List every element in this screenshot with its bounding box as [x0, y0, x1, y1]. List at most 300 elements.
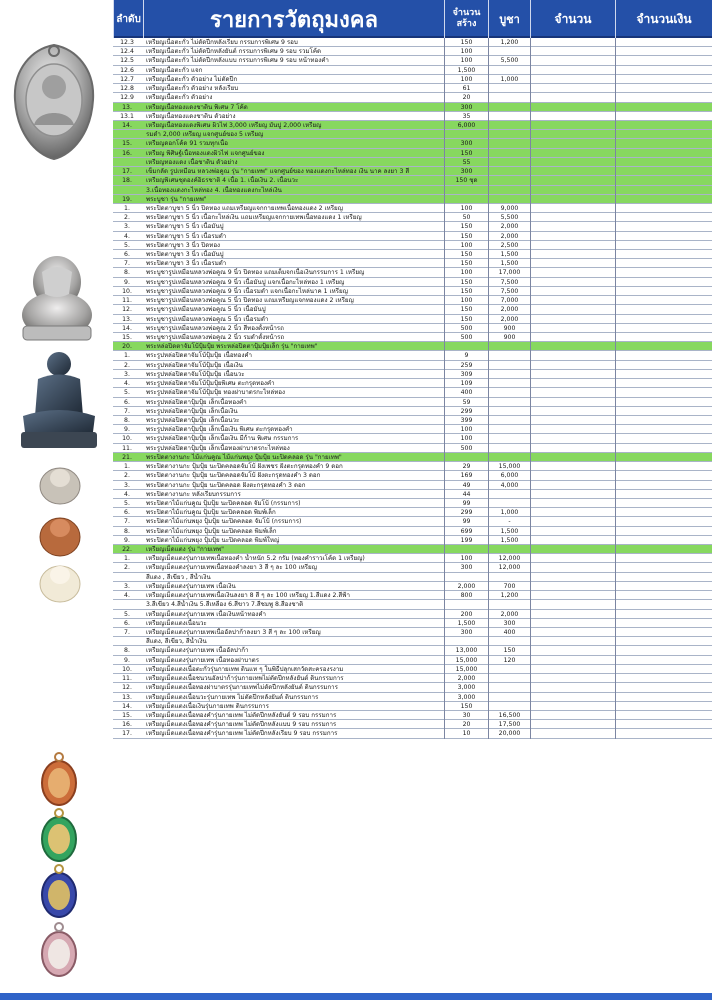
row-amount-blank[interactable]: [530, 591, 615, 600]
row-total-blank[interactable]: [615, 683, 712, 692]
row-quantity: 300: [444, 139, 488, 148]
row-amount-blank[interactable]: [530, 370, 615, 379]
header-title: รายการวัตถุมงคล: [143, 0, 444, 38]
row-quantity: 10: [444, 729, 488, 738]
row-number: 8.: [124, 527, 130, 535]
row-total-blank[interactable]: [615, 112, 712, 121]
row-number: 22.: [122, 546, 132, 554]
row-number: 4.: [124, 232, 130, 240]
row-amount-blank[interactable]: [530, 213, 615, 222]
row-total-blank[interactable]: [615, 711, 712, 720]
row-total-blank[interactable]: [615, 195, 712, 204]
row-total-blank[interactable]: [615, 351, 712, 360]
row-number: 1.: [124, 555, 130, 563]
table-row: [113, 499, 712, 508]
row-name: สีแดง , สีเขียว , สีน้ำเงิน: [146, 573, 211, 581]
row-total-blank[interactable]: [615, 139, 712, 148]
row-total-blank[interactable]: [615, 693, 712, 702]
row-price: [488, 573, 530, 582]
row-number: 12.3: [120, 39, 134, 46]
row-total-blank[interactable]: [615, 333, 712, 342]
row-name: พระรูปหล่อปิดตาจัมโบ้ปุ้มปุ้ย เนื้อนวะ: [146, 370, 245, 378]
row-name: เหรียญเม็ดแตงรุ่นกายเทพ เนื้อเงิน: [146, 582, 236, 590]
row-amount-blank[interactable]: [530, 490, 615, 499]
row-total-blank[interactable]: [615, 241, 712, 250]
row-name: พระรูปหล่อปิดตาจัมโบ้ปุ้มปุ้ย ทองฝาบาตรกะไหล่ทอง: [146, 389, 286, 397]
row-name: พระหล่อปิดตาจัมโบ้ปุ้มปุ้ย พระหล่อปิดตาปุ้มปุ้ยเล็ก รุ่น "กายเทพ": [146, 343, 318, 351]
row-total-blank[interactable]: [615, 176, 712, 185]
row-amount-blank[interactable]: [530, 637, 615, 646]
row-number: 5.: [124, 499, 130, 507]
table-row: [113, 84, 712, 93]
row-quantity: 99: [444, 517, 488, 526]
row-total-blank[interactable]: [615, 222, 712, 231]
row-total-blank[interactable]: [615, 75, 712, 84]
row-quantity: 259: [444, 361, 488, 370]
row-name: เหรียญเม็ดแตงรุ่นกายเทพเนื้อเงินลงยา 8 สี ๆ ละ 100 เหรียญ 1.สีแดง 2.สีฟ้า: [146, 592, 351, 600]
row-total-blank[interactable]: [615, 527, 712, 536]
row-total-blank[interactable]: [615, 130, 712, 139]
row-amount-blank[interactable]: [530, 499, 615, 508]
row-amount-blank[interactable]: [530, 536, 615, 545]
row-amount-blank[interactable]: [530, 259, 615, 268]
row-total-blank[interactable]: [615, 259, 712, 268]
row-total-blank[interactable]: [615, 149, 712, 158]
row-total-blank[interactable]: [615, 278, 712, 287]
row-amount-blank[interactable]: [530, 287, 615, 296]
row-total-blank[interactable]: [615, 637, 712, 646]
row-price: 1,500: [488, 527, 530, 536]
row-amount-blank[interactable]: [530, 665, 615, 674]
row-name: เหรียญเนื้อทองแดงชาติน ตัวอย่าง: [146, 112, 236, 120]
row-price: [488, 674, 530, 683]
row-total-blank[interactable]: [615, 720, 712, 729]
row-amount-blank[interactable]: [530, 444, 615, 453]
table-row: [113, 38, 712, 47]
row-total-blank[interactable]: [615, 296, 712, 305]
row-amount-blank[interactable]: [530, 232, 615, 241]
table-row: [113, 573, 712, 582]
row-total-blank[interactable]: [615, 674, 712, 683]
table-row: [113, 268, 712, 277]
row-total-blank[interactable]: [615, 656, 712, 665]
row-number: 7.: [124, 407, 130, 415]
row-number: 16.: [122, 149, 132, 157]
row-total-blank[interactable]: [615, 619, 712, 628]
row-total-blank[interactable]: [615, 93, 712, 102]
row-amount-blank[interactable]: [530, 674, 615, 683]
row-price: [488, 47, 530, 56]
row-price: 1,000: [488, 75, 530, 84]
row-name: รมดำ 2,000 เหรียญ แจกศูนย์ของ 5 เหรียญ: [146, 131, 264, 139]
row-name: พระปิดตาบูชา 5 นิ้ว เนื้อมันปู: [146, 223, 224, 231]
row-quantity: 30: [444, 711, 488, 720]
row-number: 15.: [122, 334, 132, 341]
row-number: 12.8: [120, 85, 134, 93]
row-quantity: 100: [444, 241, 488, 250]
row-total-blank[interactable]: [615, 453, 712, 462]
row-amount-blank[interactable]: [530, 729, 615, 738]
row-total-blank[interactable]: [615, 324, 712, 333]
row-name: เหรียญเม็ดแตงรุ่นกายเทพ เนื้ออัลปาก้า: [146, 647, 249, 655]
row-quantity: [444, 573, 488, 582]
row-amount-blank[interactable]: [530, 315, 615, 324]
row-name: พระปิดตาบูชา 3 นิ้ว เนื้อรมดำ: [146, 260, 227, 268]
row-total-blank[interactable]: [615, 517, 712, 526]
row-total-blank[interactable]: [615, 573, 712, 582]
row-number: 12.: [122, 684, 132, 692]
row-price: 1,000: [488, 508, 530, 517]
row-quantity: [444, 637, 488, 646]
row-total-blank[interactable]: [615, 361, 712, 370]
table-row: [113, 370, 712, 379]
row-name: 3.เนื้อทองแดงกะไหล่ทอง 4. เนื้อทองแดงกะไหล่เงิน: [146, 186, 282, 194]
table-row: [113, 729, 712, 738]
row-total-blank[interactable]: [615, 628, 712, 637]
row-number: 9.: [124, 656, 130, 664]
row-number: 2.: [124, 214, 130, 222]
row-quantity: 13,000: [444, 646, 488, 655]
row-total-blank[interactable]: [615, 213, 712, 222]
row-amount-blank[interactable]: [530, 481, 615, 490]
product-photo-column: [0, 0, 113, 1000]
row-total-blank[interactable]: [615, 536, 712, 545]
row-total-blank[interactable]: [615, 508, 712, 517]
table-row: [113, 379, 712, 388]
row-amount-blank[interactable]: [530, 573, 615, 582]
row-price: 7,500: [488, 287, 530, 296]
row-price: 12,000: [488, 554, 530, 563]
row-total-blank[interactable]: [615, 425, 712, 434]
row-total-blank[interactable]: [615, 545, 712, 554]
row-amount-blank[interactable]: [530, 305, 615, 314]
row-amount-blank[interactable]: [530, 683, 615, 692]
row-amount-blank[interactable]: [530, 75, 615, 84]
row-name: เหรียญเม็ดแตงรุ่นกายเทพเนื้อทองคำลงยา 3 สี ๆ ละ 100 เหรียญ: [146, 564, 317, 572]
row-total-blank[interactable]: [615, 167, 712, 176]
row-quantity: 100: [444, 296, 488, 305]
row-total-blank[interactable]: [615, 481, 712, 490]
row-quantity: 150: [444, 259, 488, 268]
row-amount-blank[interactable]: [530, 38, 615, 47]
row-amount-blank[interactable]: [530, 324, 615, 333]
row-amount-blank[interactable]: [530, 167, 615, 176]
row-name: เหรียญเม็ดแตงรุ่นกายเทพ เนื้อทองฝาบาตร: [146, 656, 260, 664]
row-amount-blank[interactable]: [530, 130, 615, 139]
row-quantity: 100: [444, 554, 488, 563]
row-amount-blank[interactable]: [530, 342, 615, 351]
row-quantity: 699: [444, 527, 488, 536]
row-amount-blank[interactable]: [530, 250, 615, 259]
row-price: 150: [488, 646, 530, 655]
table-row: [113, 287, 712, 296]
row-amount-blank[interactable]: [530, 646, 615, 655]
row-quantity: 20: [444, 720, 488, 729]
row-name: พระบูชารูปเหมือนหลวงพ่อคูณ 2 นิ้ว รมดำตั้งหน้ารถ: [146, 334, 285, 341]
row-number: 8.: [124, 416, 130, 424]
header-price: บูชา: [488, 0, 530, 38]
row-number: 3.: [124, 582, 130, 590]
row-total-blank[interactable]: [615, 665, 712, 674]
row-price: 17,500: [488, 720, 530, 729]
row-price: [488, 176, 530, 185]
enamel-medal-pink: [38, 922, 80, 980]
row-amount-blank[interactable]: [530, 351, 615, 360]
row-name: เหรียญเม็ดแตงเนื้อทองคำรุ่นกายเทพ ไม่ตัดปีกหลังแบบ 9 รอบ กรรมการ: [146, 721, 337, 729]
row-number: [113, 573, 143, 582]
row-name: เหรียญเนื้อตะกั่ว ตัวอย่าง: [146, 94, 213, 102]
table-row: [113, 665, 712, 674]
table-row: [113, 481, 712, 490]
row-quantity: 300: [444, 628, 488, 637]
row-amount-blank[interactable]: [530, 56, 615, 65]
row-total-blank[interactable]: [615, 66, 712, 75]
row-number: [113, 130, 143, 139]
row-price: 2,000: [488, 305, 530, 314]
row-amount-blank[interactable]: [530, 693, 615, 702]
row-number: 4.: [124, 490, 130, 498]
table-row: [113, 683, 712, 692]
row-total-blank[interactable]: [615, 250, 712, 259]
row-price: 2,000: [488, 232, 530, 241]
row-total-blank[interactable]: [615, 444, 712, 453]
row-total-blank[interactable]: [615, 370, 712, 379]
row-amount-blank[interactable]: [530, 379, 615, 388]
row-quantity: 150: [444, 702, 488, 711]
row-number: 19.: [122, 195, 132, 203]
row-amount-blank[interactable]: [530, 517, 615, 526]
row-amount-blank[interactable]: [530, 600, 615, 609]
row-amount-blank[interactable]: [530, 416, 615, 425]
table-header: [113, 0, 712, 38]
table-row: [113, 711, 712, 720]
row-name: เหรียญเม็ดแตงเนื้อนวะ: [146, 619, 207, 627]
table-row: [113, 241, 712, 250]
table-row: [113, 232, 712, 241]
row-amount-blank[interactable]: [530, 222, 615, 231]
row-number: 7.: [124, 260, 130, 268]
row-quantity: 99: [444, 499, 488, 508]
row-amount-blank[interactable]: [530, 563, 615, 572]
table-row: [113, 130, 712, 139]
row-amount-blank[interactable]: [530, 112, 615, 121]
row-name: พระบูชารูปเหมือนหลวงพ่อคูณ 5 นิ้ว เนื้อรมดำ: [146, 315, 269, 323]
row-amount-blank[interactable]: [530, 47, 615, 56]
row-price: [488, 149, 530, 158]
row-amount-blank[interactable]: [530, 204, 615, 213]
row-total-blank[interactable]: [615, 315, 712, 324]
row-amount-blank[interactable]: [530, 527, 615, 536]
row-amount-blank[interactable]: [530, 268, 615, 277]
row-total-blank[interactable]: [615, 563, 712, 572]
row-name: เหรียญ พิศิษฐ์เนื้อทองแดงผิวไฟ แจกศูนย์ของ: [146, 149, 265, 157]
row-amount-blank[interactable]: [530, 434, 615, 443]
row-amount-blank[interactable]: [530, 361, 615, 370]
row-price: [488, 66, 530, 75]
row-price: 6,000: [488, 471, 530, 480]
row-quantity: 150 ชุด: [444, 176, 488, 185]
small-pidta-figure-copper: [36, 511, 84, 559]
table-row: [113, 637, 712, 646]
table-row: [113, 434, 712, 443]
row-price: 5,500: [488, 213, 530, 222]
row-total-blank[interactable]: [615, 499, 712, 508]
row-total-blank[interactable]: [615, 379, 712, 388]
row-number: 3.: [124, 481, 130, 489]
row-name: พระปิดตาบูชา 3 นิ้ว เนื้อมันปู: [146, 251, 224, 259]
row-amount-blank[interactable]: [530, 702, 615, 711]
row-total-blank[interactable]: [615, 56, 712, 65]
row-amount-blank[interactable]: [530, 545, 615, 554]
row-amount-blank[interactable]: [530, 186, 615, 195]
table-row: [113, 324, 712, 333]
row-number: 3.: [124, 370, 130, 378]
row-amount-blank[interactable]: [530, 582, 615, 591]
row-total-blank[interactable]: [615, 158, 712, 167]
row-quantity: 109: [444, 379, 488, 388]
row-amount-blank[interactable]: [530, 508, 615, 517]
row-amount-blank[interactable]: [530, 656, 615, 665]
row-name: พระรูปหล่อปิดตาจัมโบ้ปุ้มปุ้ย เนื้อเงิน: [146, 361, 243, 369]
row-quantity: 300: [444, 563, 488, 572]
table-row: [113, 702, 712, 711]
row-amount-blank[interactable]: [530, 66, 615, 75]
row-amount-blank[interactable]: [530, 388, 615, 397]
row-quantity: 20: [444, 93, 488, 102]
table-row: [113, 315, 712, 324]
row-quantity: 100: [444, 56, 488, 65]
row-total-blank[interactable]: [615, 232, 712, 241]
row-price: [488, 103, 530, 112]
row-number: 9.: [124, 278, 130, 286]
row-total-blank[interactable]: [615, 434, 712, 443]
table-row: [113, 278, 712, 287]
row-total-blank[interactable]: [615, 121, 712, 130]
row-amount-blank[interactable]: [530, 296, 615, 305]
row-amount-blank[interactable]: [530, 425, 615, 434]
row-quantity: 200: [444, 610, 488, 619]
row-total-blank[interactable]: [615, 591, 712, 600]
row-quantity: 49: [444, 481, 488, 490]
row-amount-blank[interactable]: [530, 93, 615, 102]
row-name: เหรียญเนื้อทองแดงชาติน พิเศษ 7 โค้ด: [146, 103, 248, 111]
row-price: [488, 186, 530, 195]
row-amount-blank[interactable]: [530, 241, 615, 250]
table-row: [113, 490, 712, 499]
row-number: 14.: [122, 702, 132, 710]
table-row: [113, 610, 712, 619]
enamel-medal-blue: [38, 864, 80, 920]
row-total-blank[interactable]: [615, 471, 712, 480]
row-amount-blank[interactable]: [530, 103, 615, 112]
header-quantity-created: จำนวนสร้าง: [444, 0, 488, 38]
table-row: [113, 66, 712, 75]
row-total-blank[interactable]: [615, 398, 712, 407]
row-total-blank[interactable]: [615, 646, 712, 655]
row-total-blank[interactable]: [615, 305, 712, 314]
row-total-blank[interactable]: [615, 84, 712, 93]
row-amount-blank[interactable]: [530, 158, 615, 167]
row-amount-blank[interactable]: [530, 711, 615, 720]
row-amount-blank[interactable]: [530, 176, 615, 185]
row-number: 15.: [122, 140, 132, 148]
row-total-blank[interactable]: [615, 610, 712, 619]
table-row: [113, 158, 712, 167]
row-total-blank[interactable]: [615, 729, 712, 738]
small-pidta-figure-white: [36, 559, 84, 605]
row-name: สีแดง, สีเขียว, สีน้ำเงิน: [146, 638, 207, 646]
row-price: 900: [488, 333, 530, 342]
row-amount-blank[interactable]: [530, 407, 615, 416]
row-amount-blank[interactable]: [530, 195, 615, 204]
row-total-blank[interactable]: [615, 407, 712, 416]
row-price: [488, 158, 530, 167]
row-total-blank[interactable]: [615, 702, 712, 711]
row-total-blank[interactable]: [615, 38, 712, 47]
row-amount-blank[interactable]: [530, 139, 615, 148]
row-quantity: 400: [444, 388, 488, 397]
row-amount-blank[interactable]: [530, 84, 615, 93]
row-total-blank[interactable]: [615, 342, 712, 351]
row-price: 7,000: [488, 296, 530, 305]
row-total-blank[interactable]: [615, 388, 712, 397]
row-price: 12,000: [488, 563, 530, 572]
table-row: [113, 342, 712, 351]
row-amount-blank[interactable]: [530, 398, 615, 407]
row-price: [488, 388, 530, 397]
row-amount-blank[interactable]: [530, 554, 615, 563]
row-total-blank[interactable]: [615, 462, 712, 471]
row-quantity: 100: [444, 47, 488, 56]
row-amount-blank[interactable]: [530, 471, 615, 480]
row-price: [488, 434, 530, 443]
row-amount-blank[interactable]: [530, 619, 615, 628]
row-number: 6.: [124, 398, 130, 406]
row-price: 2,000: [488, 222, 530, 231]
row-amount-blank[interactable]: [530, 149, 615, 158]
row-amount-blank[interactable]: [530, 333, 615, 342]
row-name: เหรียญเม็ดแตงเนื้อชนวนอัลปาก้ารุ่นกายเทพไม่ตัดปีกหลังยันต์ ดินกรรมการ: [146, 675, 344, 683]
row-total-blank[interactable]: [615, 490, 712, 499]
row-amount-blank[interactable]: [530, 278, 615, 287]
row-total-blank[interactable]: [615, 416, 712, 425]
row-total-blank[interactable]: [615, 554, 712, 563]
row-name: พระรูปหล่อปิดตาปุ้มปุ้ย เล็กเนื้อเงิน: [146, 407, 238, 415]
row-total-blank[interactable]: [615, 47, 712, 56]
row-total-blank[interactable]: [615, 287, 712, 296]
row-total-blank[interactable]: [615, 186, 712, 195]
row-amount-blank[interactable]: [530, 121, 615, 130]
row-total-blank[interactable]: [615, 582, 712, 591]
row-amount-blank[interactable]: [530, 628, 615, 637]
row-amount-blank[interactable]: [530, 462, 615, 471]
row-total-blank[interactable]: [615, 204, 712, 213]
row-quantity: 500: [444, 444, 488, 453]
row-total-blank[interactable]: [615, 268, 712, 277]
row-number: 14.: [122, 121, 132, 129]
row-amount-blank[interactable]: [530, 453, 615, 462]
row-name: พระบูชารูปเหมือนหลวงพ่อคูณ 5 นิ้ว ปิดทอง แถมเหรียญแจกทองแดง 2 เหรียญ: [146, 297, 354, 305]
row-name: เข็มกลัด รูปเหมือน หลวงพ่อคูณ รุ่น "กายเทพ" แจกศูนย์ของ ทองแดงกะไหล่ทอง เงิน นาค ลงยา 3 สี: [146, 168, 410, 176]
row-amount-blank[interactable]: [530, 610, 615, 619]
row-price: 700: [488, 582, 530, 591]
header-amount: จำนวน: [530, 0, 615, 38]
row-name: เหรียญเม็ดแตงเนื้อเงินรุ่นกายเทพ ดินกรรมการ: [146, 702, 269, 710]
row-total-blank[interactable]: [615, 103, 712, 112]
table-row: [113, 398, 712, 407]
row-amount-blank[interactable]: [530, 720, 615, 729]
row-total-blank[interactable]: [615, 600, 712, 609]
